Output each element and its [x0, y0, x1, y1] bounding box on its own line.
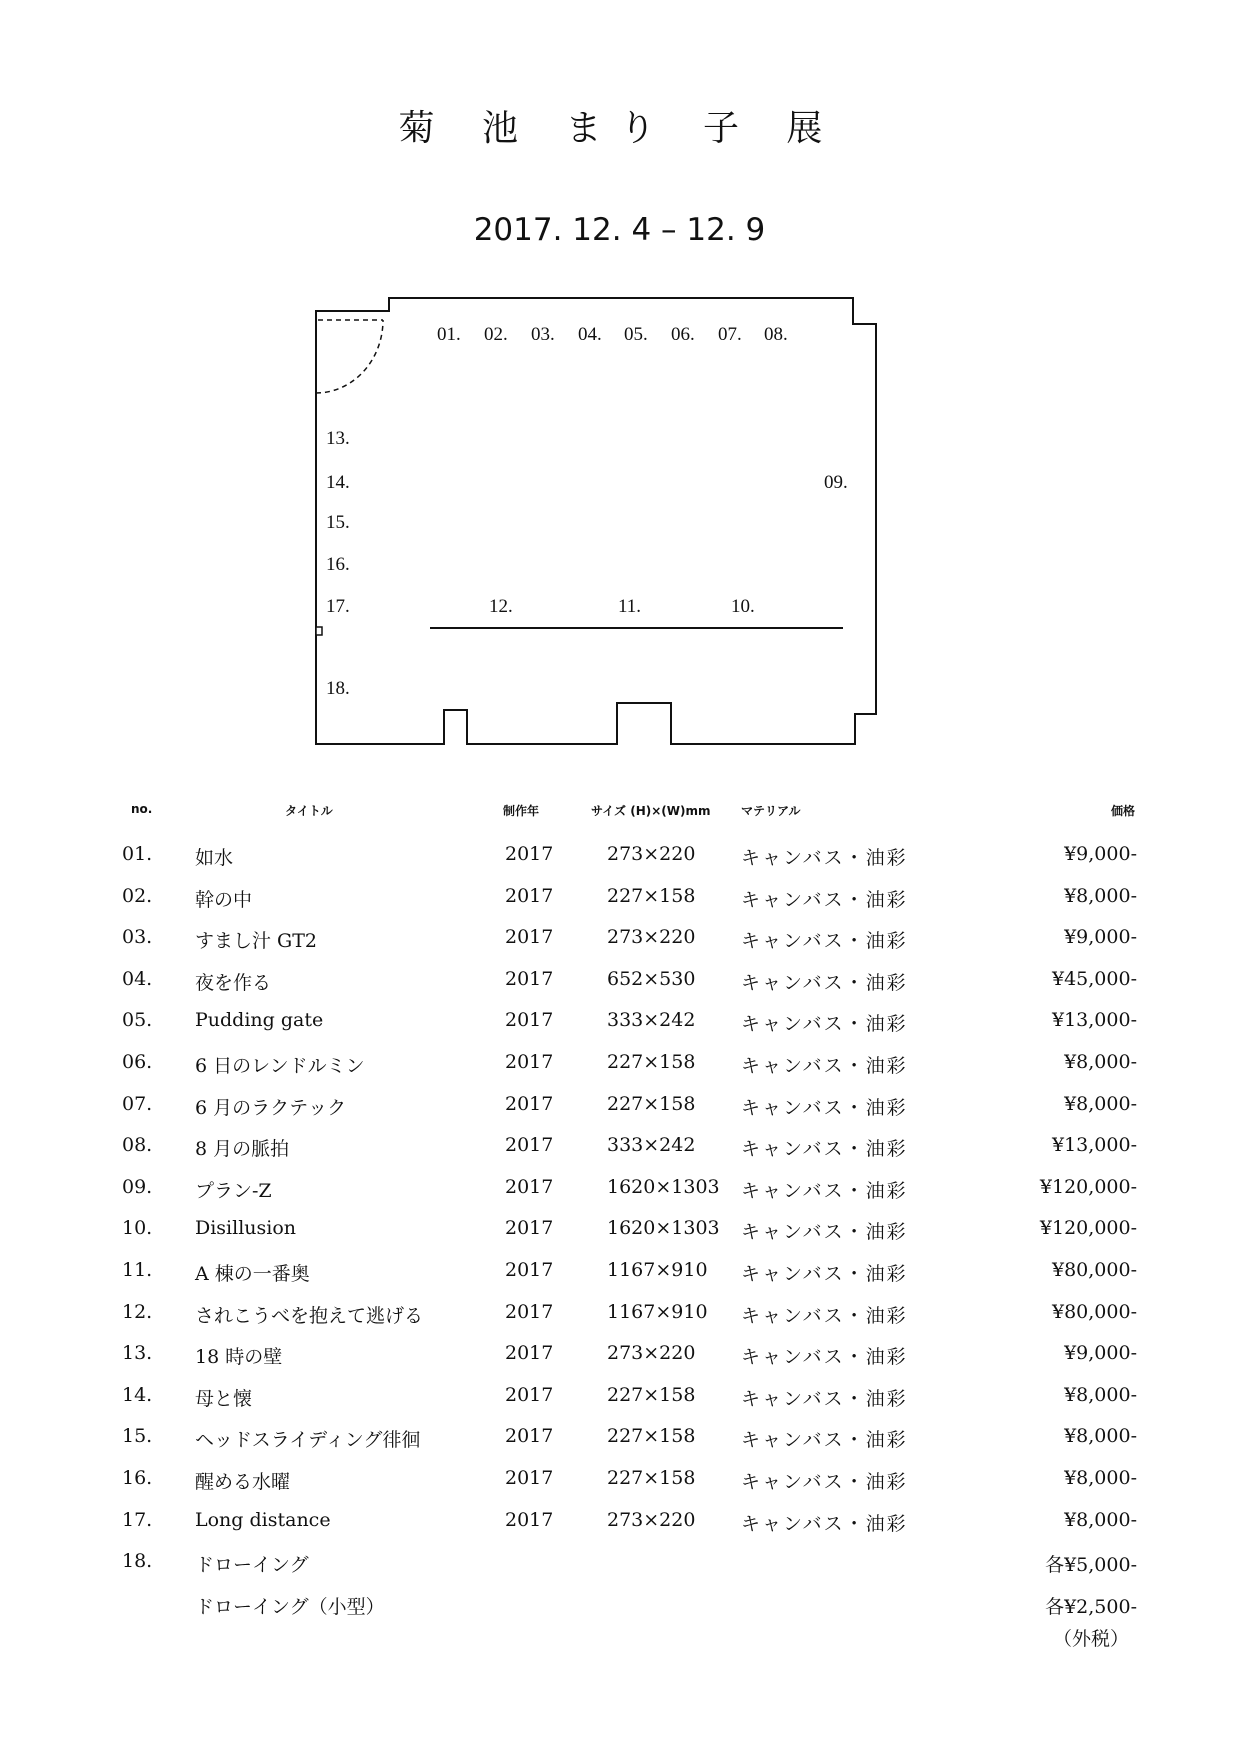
door-swing-arc: [316, 320, 383, 393]
cell-material: キャンバス・油彩: [741, 1179, 908, 1202]
floor-label: 04.: [578, 324, 602, 345]
floor-label: 16.: [326, 554, 350, 575]
cell-title: プラン-Z: [195, 1179, 272, 1202]
cell-size: 227×158: [607, 1467, 696, 1489]
cell-no: 15.: [122, 1425, 153, 1448]
cell-material: キャンバス・油彩: [741, 1387, 908, 1410]
cell-year: 2017: [505, 1134, 554, 1157]
cell-no: 01.: [122, 843, 153, 865]
cell-year: 2017: [505, 1217, 554, 1240]
table-row: [0, 968, 1239, 1008]
cell-title: Long distance: [195, 1508, 331, 1531]
cell-title: 幹の中: [195, 888, 253, 911]
cell-no: 06.: [122, 1051, 153, 1073]
table-row: [0, 1051, 1239, 1091]
cell-price: ¥9,000-: [1064, 843, 1137, 865]
cell-size: 652×530: [607, 967, 696, 990]
cell-material: キャンバス・油彩: [741, 1512, 908, 1535]
cell-material: キャンバス・油彩: [741, 1429, 908, 1452]
cell-title: 醒める水曜: [195, 1471, 291, 1493]
cell-year: 2017: [505, 1508, 554, 1531]
header-year: 制作年: [503, 804, 540, 818]
cell-year: 2017: [505, 1383, 554, 1406]
cell-size: 227×158: [607, 1092, 696, 1115]
cell-price: ¥80,000-: [1052, 1300, 1137, 1323]
table-row: [0, 885, 1239, 925]
cell-title: 8 月の脈拍: [195, 1138, 290, 1161]
cell-price: ¥120,000-: [1039, 1175, 1137, 1198]
cell-price: ¥9,000-: [1064, 926, 1137, 949]
cell-no: 04.: [122, 967, 153, 990]
cell-material: キャンバス・油彩: [741, 930, 908, 953]
cell-title: A 棟の一番奥: [195, 1263, 310, 1285]
cell-no: 10.: [122, 1217, 153, 1240]
cell-no: 13.: [122, 1342, 153, 1365]
table-row: [0, 1384, 1239, 1424]
header-price: 価格: [1110, 804, 1135, 818]
floor-label: 18.: [326, 678, 350, 699]
table-row: [0, 1176, 1239, 1216]
floor-label: 10.: [731, 596, 755, 617]
cell-size: 227×158: [607, 1425, 696, 1448]
floor-label: 06.: [671, 324, 695, 345]
header-size: サイズ (H)×(W)mm: [591, 804, 711, 818]
cell-year: 2017: [505, 1175, 554, 1198]
floor-label: 05.: [624, 324, 648, 345]
header-title: タイトル: [285, 804, 333, 818]
cell-no: 08.: [122, 1134, 153, 1157]
cell-size: 1167×910: [607, 1259, 708, 1281]
cell-size: 273×220: [607, 1508, 696, 1531]
table-row: [0, 1425, 1239, 1465]
cell-title: Pudding gate: [195, 1009, 324, 1032]
cell-no: 02.: [122, 884, 153, 907]
cell-year: 2017: [505, 967, 554, 990]
cell-size: 227×158: [607, 1051, 696, 1073]
table-row: [0, 1259, 1239, 1299]
cell-title: ドローイング: [195, 1554, 309, 1577]
floor-label: 13.: [326, 428, 350, 449]
wall-notch: [316, 627, 322, 635]
cell-year: 2017: [505, 1009, 554, 1032]
table-header: [0, 802, 1239, 822]
floor-label: 01.: [437, 324, 461, 345]
cell-material: キャンバス・油彩: [741, 971, 908, 994]
cell-year: 2017: [505, 1467, 554, 1489]
cell-no: 07.: [122, 1092, 153, 1115]
floor-label: 11.: [618, 596, 642, 617]
cell-price: ¥8,000-: [1064, 1383, 1137, 1406]
cell-size: 333×242: [607, 1134, 696, 1157]
floor-label: 14.: [326, 472, 350, 493]
cell-title: ヘッドスライディング徘徊: [195, 1429, 421, 1452]
cell-price: ¥8,000-: [1064, 1051, 1137, 1073]
cell-title: Disillusion: [195, 1217, 297, 1240]
cell-year: 2017: [505, 1300, 554, 1323]
table-row: [0, 1342, 1239, 1382]
cell-title: すまし汁 GT2: [195, 930, 317, 953]
table-row: [0, 1467, 1239, 1507]
cell-price: 各¥2,500-: [1045, 1595, 1137, 1618]
cell-price: ¥8,000-: [1064, 884, 1137, 907]
cell-title: 如水: [195, 847, 234, 869]
cell-year: 2017: [505, 843, 554, 865]
floor-plan-labels: [326, 324, 848, 699]
cell-size: 1620×1303: [607, 1175, 720, 1198]
cell-year: 2017: [505, 1425, 554, 1448]
cell-no: 16.: [122, 1467, 153, 1489]
floor-label: 02.: [484, 324, 508, 345]
cell-title: 母と懐: [195, 1387, 253, 1410]
cell-price: ¥45,000-: [1052, 967, 1137, 990]
cell-material: キャンバス・油彩: [741, 1346, 908, 1369]
cell-size: 333×242: [607, 1009, 696, 1032]
cell-price: ¥9,000-: [1064, 1342, 1137, 1365]
floor-label: 17.: [326, 596, 350, 617]
exhibition-dates: 2017. 12. 4 – 12. 9: [473, 212, 766, 248]
cell-material: キャンバス・油彩: [741, 1138, 908, 1161]
cell-no: 14.: [122, 1383, 153, 1406]
cell-size: 1167×910: [607, 1300, 708, 1323]
cell-price: ¥8,000-: [1064, 1425, 1137, 1448]
cell-no: 17.: [122, 1508, 153, 1531]
header-no: no.: [131, 802, 153, 816]
table-row: [0, 1509, 1239, 1549]
cell-year: 2017: [505, 1092, 554, 1115]
table-row: [0, 1009, 1239, 1049]
cell-material: キャンバス・油彩: [741, 1471, 908, 1493]
cell-price: ¥120,000-: [1039, 1217, 1137, 1240]
cell-price: ¥80,000-: [1052, 1259, 1137, 1281]
cell-title: されこうべを抱えて逃げる: [195, 1304, 424, 1327]
cell-title: 6 日のレンドルミン: [195, 1055, 365, 1077]
cell-size: 227×158: [607, 884, 696, 907]
table-row: [0, 1134, 1239, 1174]
cell-no: 18.: [122, 1550, 153, 1573]
cell-material: キャンバス・油彩: [741, 1304, 908, 1327]
cell-price: 各¥5,000-: [1045, 1554, 1137, 1577]
header-material: マテリアル: [741, 804, 801, 818]
floor-label: 03.: [531, 324, 555, 345]
cell-no: 12.: [122, 1300, 153, 1323]
cell-year: 2017: [505, 1342, 554, 1365]
floor-plan-wall: [316, 298, 876, 744]
cell-material: キャンバス・油彩: [741, 1055, 908, 1077]
exhibition-title: 菊 池 まり 子 展: [398, 108, 841, 149]
cell-size: 273×220: [607, 926, 696, 949]
cell-price: ¥8,000-: [1064, 1467, 1137, 1489]
cell-material: キャンバス・油彩: [741, 1221, 908, 1244]
cell-price: ¥8,000-: [1064, 1092, 1137, 1115]
cell-no: 11.: [122, 1259, 153, 1281]
floor-label: 09.: [824, 472, 848, 493]
cell-no: 09.: [122, 1175, 153, 1198]
cell-size: 227×158: [607, 1383, 696, 1406]
floor-label: 08.: [764, 324, 788, 345]
cell-year: 2017: [505, 1259, 554, 1281]
table-row: [0, 926, 1239, 966]
cell-no: 03.: [122, 926, 153, 949]
floor-label: 07.: [718, 324, 742, 345]
cell-size: 1620×1303: [607, 1217, 720, 1240]
floor-label: 12.: [489, 596, 513, 617]
cell-material: キャンバス・油彩: [741, 1013, 908, 1036]
cell-size: 273×220: [607, 843, 696, 865]
cell-material: キャンバス・油彩: [741, 1263, 908, 1285]
floor-plan: [0, 0, 1239, 760]
cell-material: キャンバス・油彩: [741, 847, 908, 869]
cell-price: ¥13,000-: [1052, 1009, 1137, 1032]
tax-note: （外税）: [1052, 1628, 1129, 1650]
floor-label: 15.: [326, 512, 350, 533]
cell-price: ¥13,000-: [1052, 1134, 1137, 1157]
cell-title: ドローイング（小型）: [195, 1595, 385, 1618]
cell-no: 05.: [122, 1009, 153, 1032]
cell-title: 夜を作る: [195, 971, 272, 994]
table-row: [0, 843, 1239, 883]
table-row: [0, 1093, 1239, 1133]
cell-size: 273×220: [607, 1342, 696, 1365]
cell-year: 2017: [505, 1051, 554, 1073]
cell-material: キャンバス・油彩: [741, 888, 908, 911]
cell-title: 18 時の壁: [195, 1346, 283, 1369]
cell-year: 2017: [505, 884, 554, 907]
cell-price: ¥8,000-: [1064, 1508, 1137, 1531]
table-row: [0, 1217, 1239, 1257]
table-row: [0, 1550, 1239, 1590]
cell-year: 2017: [505, 926, 554, 949]
cell-title: 6 月のラクテック: [195, 1096, 347, 1119]
cell-material: キャンバス・油彩: [741, 1096, 908, 1119]
table-row: [0, 1301, 1239, 1341]
